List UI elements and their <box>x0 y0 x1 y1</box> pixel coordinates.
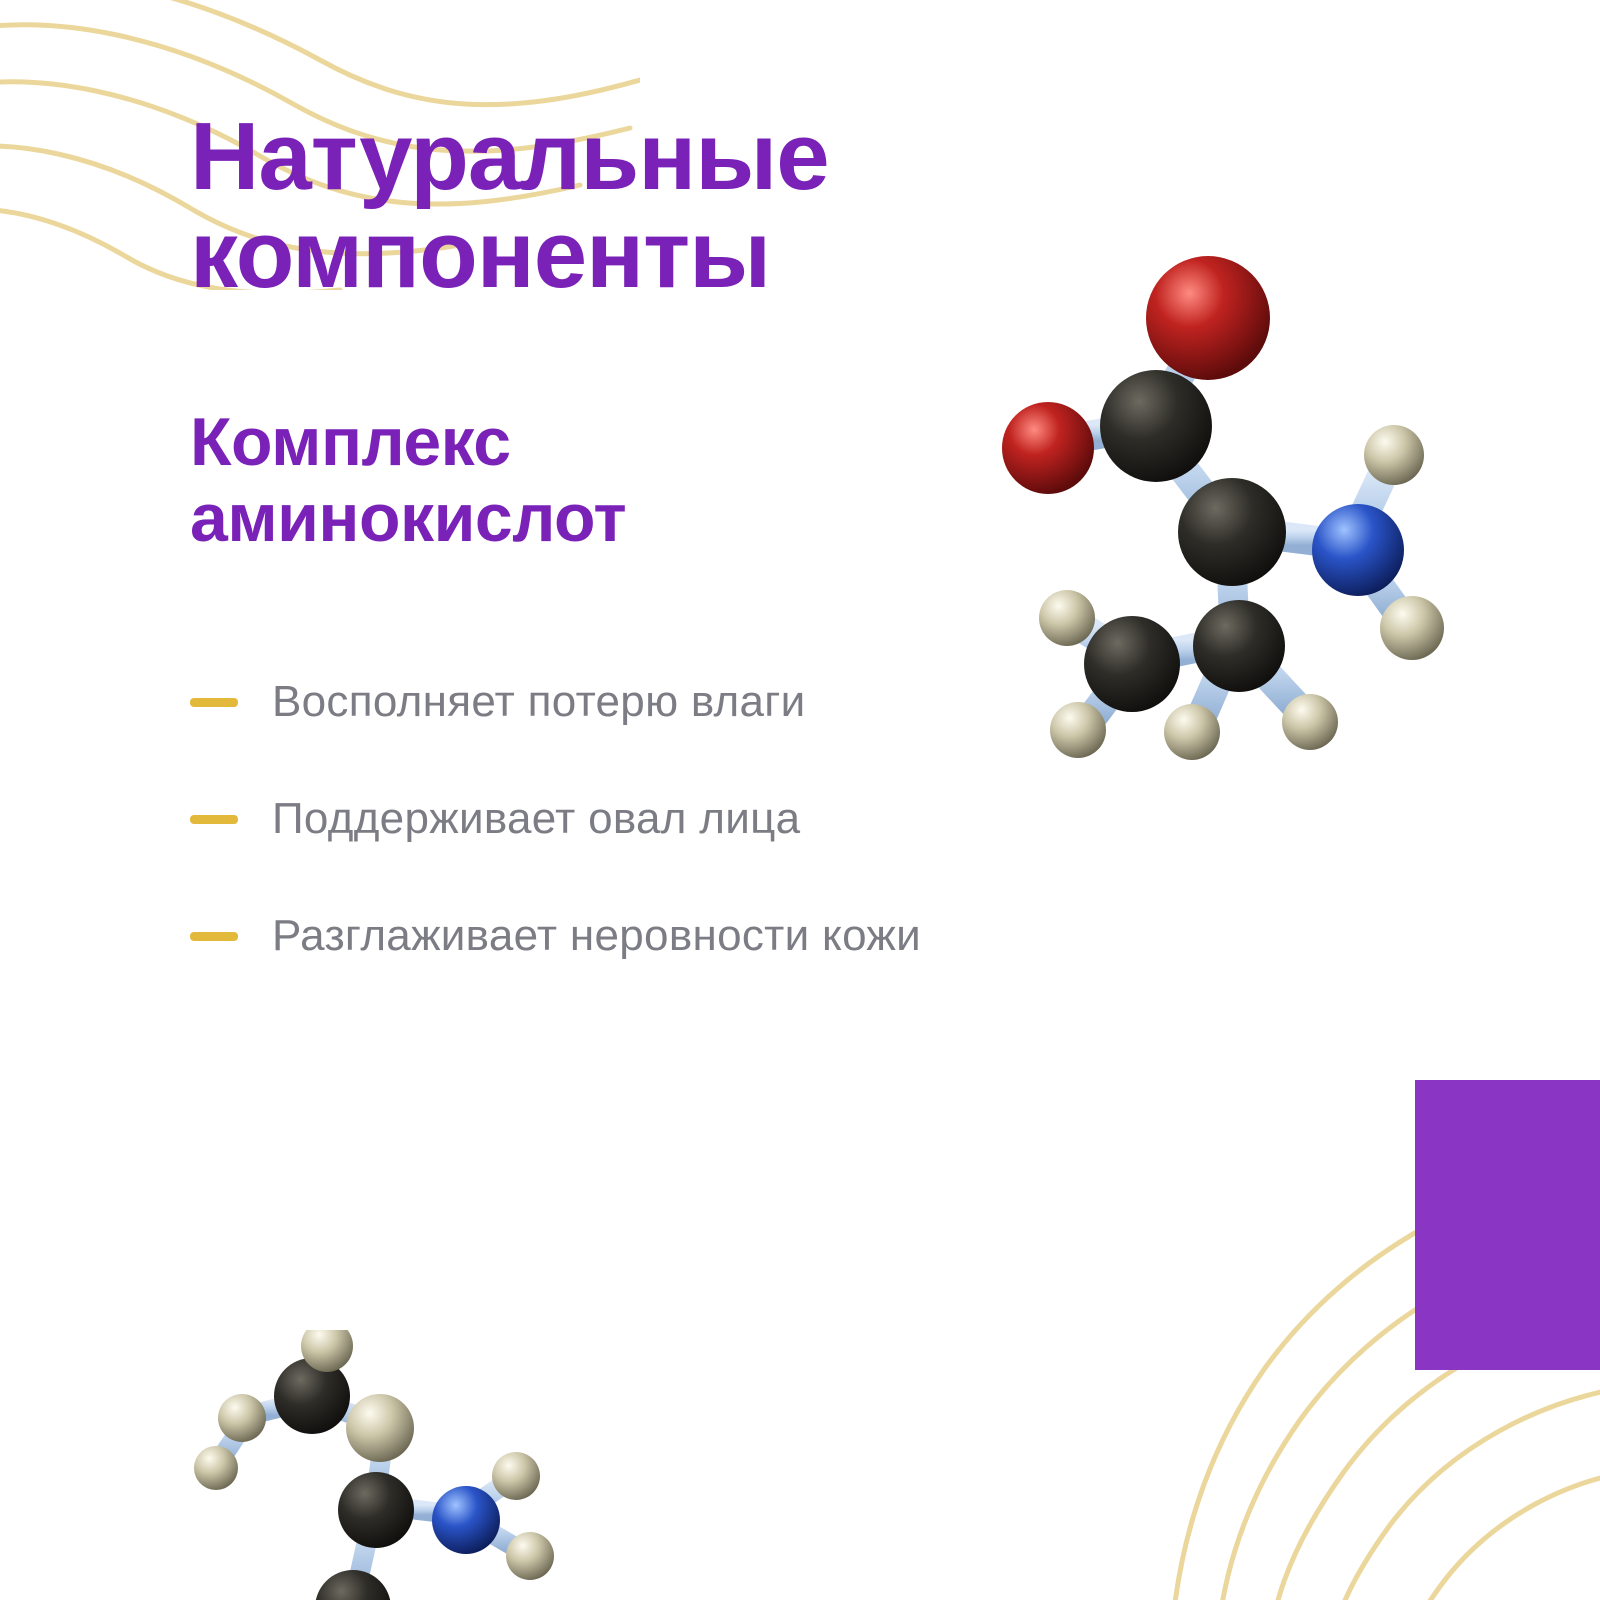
list-item <box>190 910 1190 963</box>
list-item-label: Восполняет потерю влаги <box>272 677 806 727</box>
list-item-label: Поддерживает овал лица <box>272 793 801 843</box>
amino-acid-molecule-small-icon <box>190 1330 610 1600</box>
purple-square <box>1415 1080 1600 1370</box>
page-title: Натуральные компоненты <box>190 103 829 308</box>
list-item <box>190 793 1190 846</box>
dash-icon <box>190 932 238 941</box>
list-item-label: Разглаживает неровности кожи <box>272 910 921 960</box>
dash-icon <box>190 815 238 824</box>
content-block <box>190 103 1190 1027</box>
list-item <box>190 676 1190 729</box>
benefits-list <box>190 676 1190 962</box>
dash-icon <box>190 698 238 707</box>
page-subtitle: Комплекс аминокислот <box>190 403 627 556</box>
